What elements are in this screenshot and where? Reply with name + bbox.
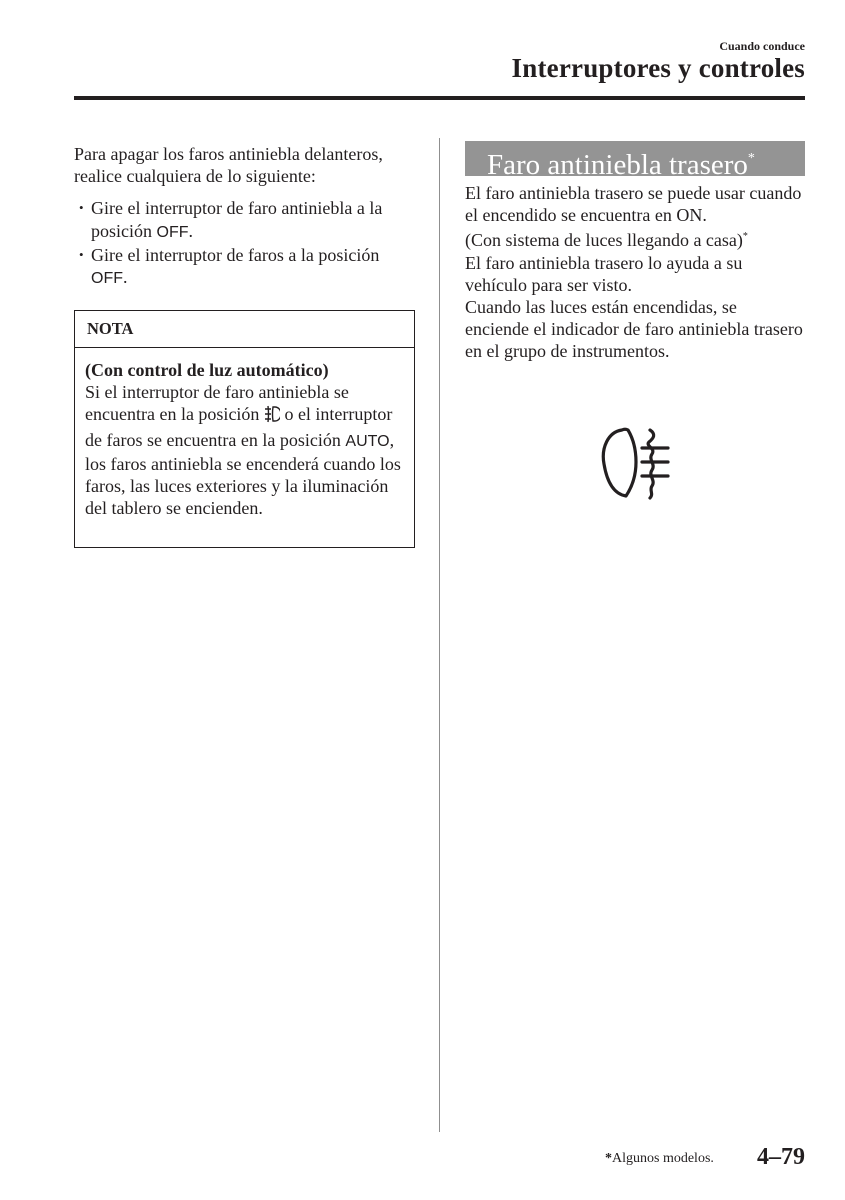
footnote-text: Algunos modelos. [612, 1151, 714, 1166]
bullet-list [74, 197, 415, 290]
auto-position-label: AUTO [345, 432, 390, 450]
condition-marker: * [742, 231, 748, 243]
note-box [74, 310, 415, 548]
front-fog-light-icon [264, 405, 280, 428]
footnote [605, 1151, 714, 1167]
note-text: Si el interruptor de faro antiniebla se encuentra en la posición o el interruptor de faros se encuentra en la posición AUTO, los faros antiniebla se encenderá cuando los faros, las luces exteriores y la iluminación del tablero se encienden. [85, 382, 401, 519]
bullet-text: Gire el interruptor de faros a la posición [91, 244, 380, 265]
paragraph: El faro antiniebla trasero se puede usar cuando el encendido se encuentra en ON. [465, 183, 802, 226]
list-item: • Gire el interruptor de faro antiniebla a la posición OFF. [74, 197, 415, 243]
rear-fog-light-indicator-icon [594, 424, 678, 509]
note-body [75, 348, 414, 519]
left-column [74, 143, 415, 290]
right-column [465, 182, 805, 363]
paragraph: Cuando las luces están encendidas, se enciende el indicador de faro antiniebla trasero en el grupo de instrumentos. [465, 297, 803, 362]
footnote-marker: * [605, 1151, 612, 1166]
header-section: Cuando conduce [719, 39, 805, 53]
page-number: 4–79 [757, 1144, 805, 1170]
page-title: Interruptores y controles [511, 53, 805, 83]
bullet-text: Gire el interruptor de faro antiniebla a la posición [91, 198, 383, 241]
paragraph: El faro antiniebla trasero lo ayuda a su vehículo para ser visto. [465, 252, 743, 295]
column-divider [439, 138, 440, 1132]
paragraph-condition: (Con sistema de luces llegando a casa)* [465, 230, 748, 251]
section-marker: * [747, 151, 755, 166]
switch-position-label: OFF [91, 270, 123, 288]
note-subtitle: (Con control de luz automático) [85, 360, 329, 380]
section-title: Faro antiniebla trasero [487, 149, 748, 181]
header-rule [74, 96, 805, 100]
switch-position-label: OFF [156, 223, 189, 241]
note-title: NOTA [75, 311, 414, 348]
list-item: • Gire el interruptor de faros a la posición OFF. [74, 244, 415, 290]
intro-paragraph: Para apagar los faros antiniebla delanteros, realice cualquiera de lo siguiente: [74, 144, 383, 187]
section-banner [465, 141, 805, 181]
